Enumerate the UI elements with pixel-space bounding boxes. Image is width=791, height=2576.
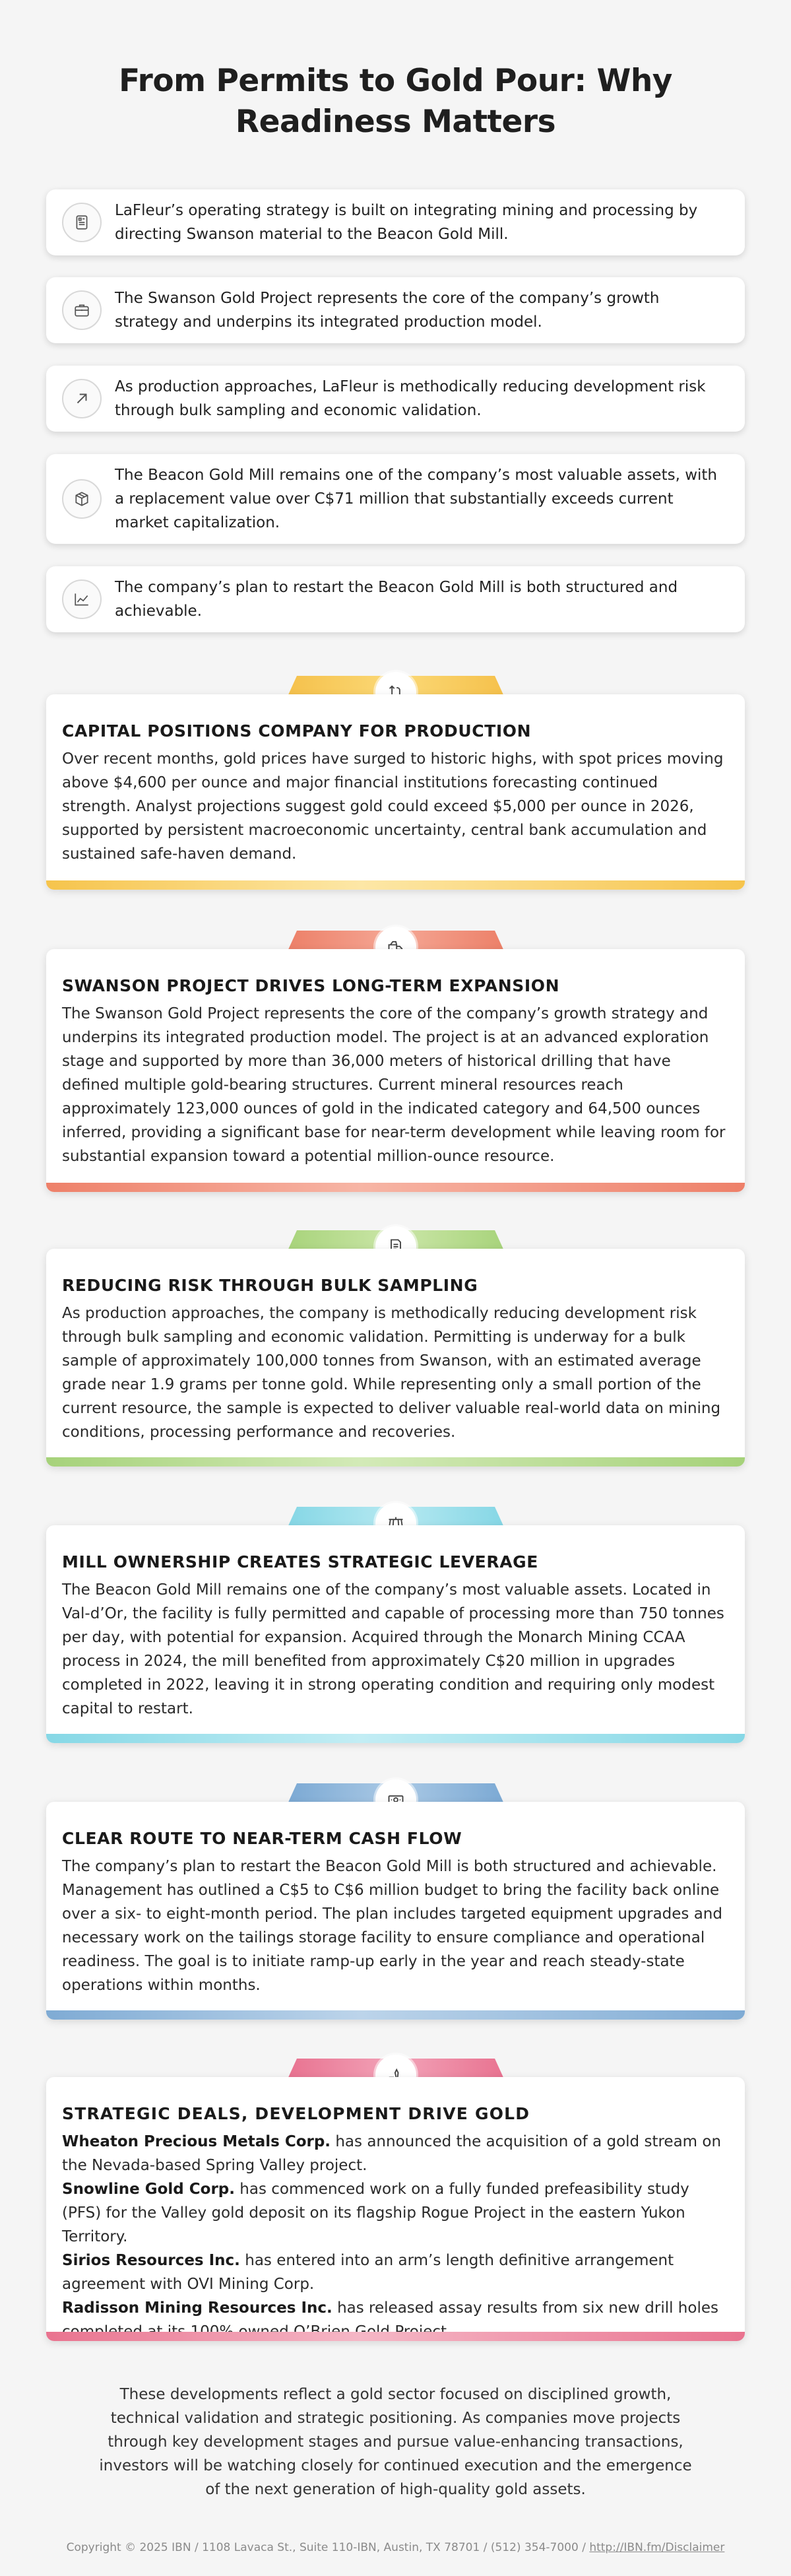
section-card-bulk-sampling	[46, 1249, 745, 1467]
arrow-up-right-icon	[62, 379, 102, 418]
section-card-mill-ownership	[46, 1525, 745, 1743]
id-card-icon	[62, 203, 102, 242]
summary-text: The Beacon Gold Mill remains one of the company’s most valuable assets, with a replacement value over C$71 million that substantially exceeds current market capitalization.	[115, 467, 717, 531]
section-body: The Beacon Gold Mill remains one of the company’s most valuable assets. Located in Val-d’Or, the facility is fully permitted and capable of processing more than 750 tonnes per day, with potential for expansion. Acquired through the Monarch Mining CCAA process in 2024, the mill benefited from approximately C$20 million in upgrades completed in 2022, leaving it in strong operating condition and requiring only modest capital to restart.	[62, 1581, 724, 1717]
box-icon	[62, 479, 102, 519]
deal-company: Sirios Resources Inc.	[62, 2252, 240, 2269]
deal-company: Snowline Gold Corp.	[62, 2181, 235, 2198]
deal-company: Wheaton Precious Metals Corp.	[62, 2133, 331, 2150]
section-accent-bar	[46, 880, 745, 890]
section-body: The Swanson Gold Project represents the core of the company’s growth strategy and underpins its integrated production model. The project is at an advanced exploration stage and supported by more than 36,000 meters of historical drilling that have defined multiple gold-bearing structures. Current mineral resources reach approximately 123,000 ounces of gold in the indicated category and 64,500 ounces inferred, providing a significant base for near-term development while leaving room for substantial expansion toward a potential million-ounce resource.	[62, 1005, 726, 1165]
section-heading: CAPITAL POSITIONS COMPANY FOR PRODUCTION	[62, 721, 532, 741]
summary-text: As production approaches, LaFleur is methodically reducing development risk through bulk sampling and economic validation.	[115, 378, 706, 419]
section-accent-bar	[46, 1183, 745, 1192]
deal-company: Radisson Mining Resources Inc.	[62, 2299, 332, 2317]
section-card-capital	[46, 694, 745, 890]
summary-text: LaFleur’s operating strategy is built on integrating mining and processing by directing Swanson material to the Beacon Gold Mill.	[115, 202, 698, 243]
deal-item	[62, 2249, 729, 2296]
section-accent-bar	[46, 1457, 745, 1467]
section-heading: MILL OWNERSHIP CREATES STRATEGIC LEVERAGE	[62, 1552, 538, 1571]
deal-item	[62, 2177, 729, 2249]
summary-text: The company’s plan to restart the Beacon Gold Mill is both structured and achievable.	[115, 579, 678, 620]
section-heading: STRATEGIC DEALS, DEVELOPMENT DRIVE GOLD	[62, 2104, 530, 2123]
deal-text: has released assay results from six new drill holes	[337, 2299, 718, 2317]
briefcase-icon	[62, 290, 102, 330]
section-body: The company’s plan to restart the Beacon Gold Mill is both structured and achievable. Management has outlined a C$5 to C$6 million budget to bring the facility back online over a six- to eight-month period. The plan includes targeted equipment upgrades and necessary work on the tailings storage facility to ensure compliance and operational readiness. The goal is to initiate ramp-up early in the year and reach steady-state operations within months.	[62, 1858, 722, 1994]
section-card-deals	[46, 2077, 745, 2341]
summary-text: The Swanson Gold Project represents the core of the company’s growth strategy and underpins its integrated production model.	[115, 290, 660, 331]
section-accent-bar	[46, 2010, 745, 2020]
disclaimer-link[interactable]: http://IBN.fm/Disclaimer	[589, 2541, 725, 2554]
footer	[0, 2540, 791, 2556]
summary-card-4	[46, 454, 745, 544]
section-accent-bar	[46, 2332, 745, 2341]
section-accent-bar	[46, 1734, 745, 1743]
footer-copyright: Copyright © 2025 IBN / 1108 Lavaca St., Suite 110-IBN, Austin, TX 78701 / (512) 354-7000 /	[66, 2541, 590, 2554]
deal-text: has entered into an arm’s length definitive arrangement agreement with OVI Mining Corp.	[62, 2252, 674, 2293]
section-heading: SWANSON PROJECT DRIVES LONG-TERM EXPANSION	[62, 976, 560, 995]
section-card-swanson	[46, 949, 745, 1192]
section-heading: REDUCING RISK THROUGH BULK SAMPLING	[62, 1276, 478, 1295]
deal-text: has commenced work on a fully funded prefeasibility study (PFS) for the Valley gold deposit on its flagship Rogue Project in the eastern Yukon Territory.	[62, 2181, 689, 2245]
section-body: Over recent months, gold prices have surged to historic highs, with spot prices moving above $4,600 per ounce and major financial institutions forecasting continued strength. Analyst projections suggest gold could exceed $5,000 per ounce in 2026, supported by persistent macroeconomic uncertainty, central bank accumulation and sustained safe-haven demand.	[62, 750, 724, 863]
deal-text: has announced the acquisition of a gold stream on the Nevada-based Spring Valley project.	[62, 2133, 722, 2174]
section-card-cash-flow	[46, 1802, 745, 2020]
deal-item	[62, 2130, 729, 2177]
summary-card-2	[46, 277, 745, 343]
section-heading: CLEAR ROUTE TO NEAR-TERM CASH FLOW	[62, 1829, 462, 1848]
chart-line-icon	[62, 579, 102, 619]
summary-card-3	[46, 366, 745, 432]
deals-list	[62, 2130, 729, 2341]
summary-card-1	[46, 189, 745, 255]
section-body: As production approaches, the company is methodically reducing development risk through bulk sampling and economic validation. Permitting is underway for a bulk sample of approximately 100,000 tonnes from Swanson, with an estimated average grade near 1.9 grams per tonne gold. While representing only a small portion of the current resource, the sample is expected to deliver valuable real-world data on mining conditions, processing performance and recoveries.	[62, 1305, 721, 1441]
closing-paragraph: These developments reflect a gold sector focused on disciplined growth, technical validation and strategic positioning. As companies move projects through key development stages and pursue value-enhancing transactions, investors will be watching closely for continued execution and the emergence of the next generation of high-quality gold assets.	[99, 2386, 692, 2498]
summary-card-5	[46, 566, 745, 632]
page-title: From Permits to Gold Pour: Why Readiness Matters	[119, 63, 672, 140]
